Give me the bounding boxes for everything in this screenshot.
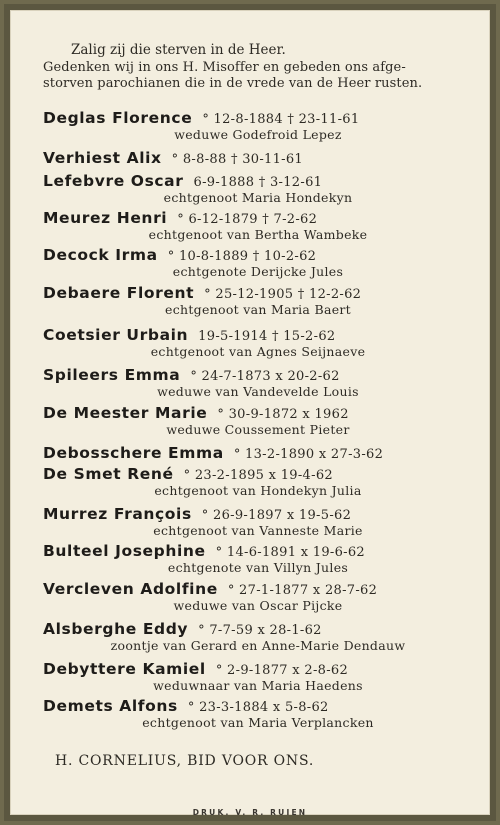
entry-line bbox=[43, 403, 349, 423]
relation-text: echtgenote Derijcke Jules bbox=[172, 264, 344, 279]
life-dates: ° 30-9-1872 x 1962 bbox=[217, 407, 349, 422]
relation-text: echtgenoot van Maria Baert bbox=[165, 302, 351, 317]
deceased-name: Meurez Henri bbox=[43, 209, 168, 227]
entry-line bbox=[43, 541, 365, 561]
deceased-entry bbox=[43, 504, 473, 542]
deceased-name: Debosschere Emma bbox=[43, 444, 224, 462]
relation-text: zoontje van Gerard en Anne-Marie Dendauw bbox=[110, 638, 406, 653]
relation-text: weduwe van Vandevelde Louis bbox=[157, 384, 359, 399]
relation-text: echtgenoot Maria Hondekyn bbox=[163, 190, 353, 205]
life-dates: ° 23-2-1895 x 19-4-62 bbox=[183, 468, 333, 483]
life-dates: ° 7-7-59 x 28-1-62 bbox=[198, 623, 322, 638]
intro-line-1: Zalig zij die sterven in de Heer. bbox=[71, 42, 286, 58]
intro-text bbox=[43, 41, 463, 92]
deceased-name: Vercleven Adolfine bbox=[43, 580, 218, 598]
deceased-entry bbox=[43, 245, 473, 283]
life-dates: 6-9-1888 † 3-12-61 bbox=[193, 175, 323, 190]
deceased-name: Debyttere Kamiel bbox=[43, 660, 206, 678]
prayer-line: H. CORNELIUS, BID VOOR ONS. bbox=[55, 753, 315, 769]
relation-text: echtgenoot van Bertha Wambeke bbox=[148, 227, 368, 242]
deceased-entry bbox=[43, 283, 473, 321]
entry-line bbox=[43, 504, 351, 524]
deceased-name: Verhiest Alix bbox=[43, 149, 162, 167]
deceased-name: Coetsier Urbain bbox=[43, 326, 189, 344]
intro-line-2: Gedenken wij in ons H. Misoffer en gebeden ons afge- bbox=[43, 60, 406, 75]
life-dates: ° 24-7-1873 x 20-2-62 bbox=[190, 369, 340, 384]
entry-line bbox=[43, 245, 316, 265]
life-dates: ° 2-9-1877 x 2-8-62 bbox=[215, 663, 349, 678]
deceased-name: Bulteel Josephine bbox=[43, 542, 206, 560]
entry-line bbox=[43, 443, 383, 463]
relation-text: weduwe Godefroid Lepez bbox=[174, 127, 342, 142]
relation-text: weduwnaar van Maria Haedens bbox=[153, 678, 363, 693]
relation-text: weduwe van Oscar Pijcke bbox=[173, 598, 343, 613]
life-dates: ° 27-1-1877 x 28-7-62 bbox=[227, 583, 378, 598]
life-dates: ° 26-9-1897 x 19-5-62 bbox=[201, 508, 352, 523]
entry-line bbox=[43, 365, 340, 385]
relation-text: echtgenoot van Agnes Seijnaeve bbox=[150, 344, 366, 359]
relation-text: echtgenoot van Hondekyn Julia bbox=[154, 483, 362, 498]
deceased-entry bbox=[43, 696, 473, 734]
relation-text: echtgenoot van Maria Verplancken bbox=[142, 715, 374, 730]
deceased-name: Deglas Florence bbox=[43, 109, 193, 127]
entry-line bbox=[43, 464, 333, 484]
life-dates: ° 25-12-1905 † 12-2-62 bbox=[204, 287, 362, 302]
intro-line-3: storven parochianen die in de vrede van de Heer rusten. bbox=[43, 76, 423, 91]
deceased-entry bbox=[43, 464, 473, 502]
deceased-name: Spileers Emma bbox=[43, 366, 181, 384]
life-dates: 19-5-1914 † 15-2-62 bbox=[198, 329, 336, 344]
entry-line bbox=[43, 579, 377, 599]
deceased-entry bbox=[43, 108, 473, 146]
life-dates: ° 8-8-88 † 30-11-61 bbox=[171, 152, 304, 167]
deceased-entry bbox=[43, 365, 473, 403]
entry-line bbox=[43, 283, 361, 303]
deceased-name: Alsberghe Eddy bbox=[43, 620, 189, 638]
entry-line bbox=[43, 619, 322, 639]
deceased-name: Decock Irma bbox=[43, 246, 158, 264]
deceased-entry bbox=[43, 619, 473, 657]
relation-text: echtgenote van Villyn Jules bbox=[167, 560, 349, 575]
deceased-entry bbox=[43, 325, 473, 363]
deceased-entry bbox=[43, 541, 473, 579]
deceased-name: De Meester Marie bbox=[43, 404, 208, 422]
entry-line bbox=[43, 325, 335, 345]
entry-line bbox=[43, 148, 303, 168]
deceased-name: De Smet René bbox=[43, 465, 174, 483]
deceased-name: Demets Alfons bbox=[43, 697, 178, 715]
deceased-entry bbox=[43, 659, 473, 697]
deceased-name: Debaere Florent bbox=[43, 284, 195, 302]
printer-mark: DRUK. V. R. RUIEN bbox=[192, 808, 308, 817]
entry-line bbox=[43, 696, 329, 716]
entry-line bbox=[43, 171, 322, 191]
entry-line bbox=[43, 208, 317, 228]
life-dates: ° 14-6-1891 x 19-6-62 bbox=[215, 545, 366, 560]
entry-line bbox=[43, 108, 359, 128]
life-dates: ° 23-3-1884 x 5-8-62 bbox=[187, 700, 329, 715]
life-dates: ° 10-8-1889 † 10-2-62 bbox=[167, 249, 317, 264]
life-dates: ° 12-8-1884 † 23-11-61 bbox=[202, 112, 360, 127]
deceased-entry bbox=[43, 579, 473, 617]
life-dates: ° 6-12-1879 † 7-2-62 bbox=[177, 212, 318, 227]
deceased-entry bbox=[43, 171, 473, 209]
deceased-entry bbox=[43, 403, 473, 441]
deceased-entry bbox=[43, 208, 473, 246]
entry-line bbox=[43, 659, 348, 679]
deceased-name: Lefebvre Oscar bbox=[43, 172, 184, 190]
deceased-name: Murrez François bbox=[43, 505, 192, 523]
relation-text: echtgenoot van Vanneste Marie bbox=[153, 523, 363, 538]
life-dates: ° 13-2-1890 x 27-3-62 bbox=[233, 447, 384, 462]
relation-text: weduwe Coussement Pieter bbox=[166, 422, 350, 437]
memorial-card bbox=[10, 10, 490, 815]
